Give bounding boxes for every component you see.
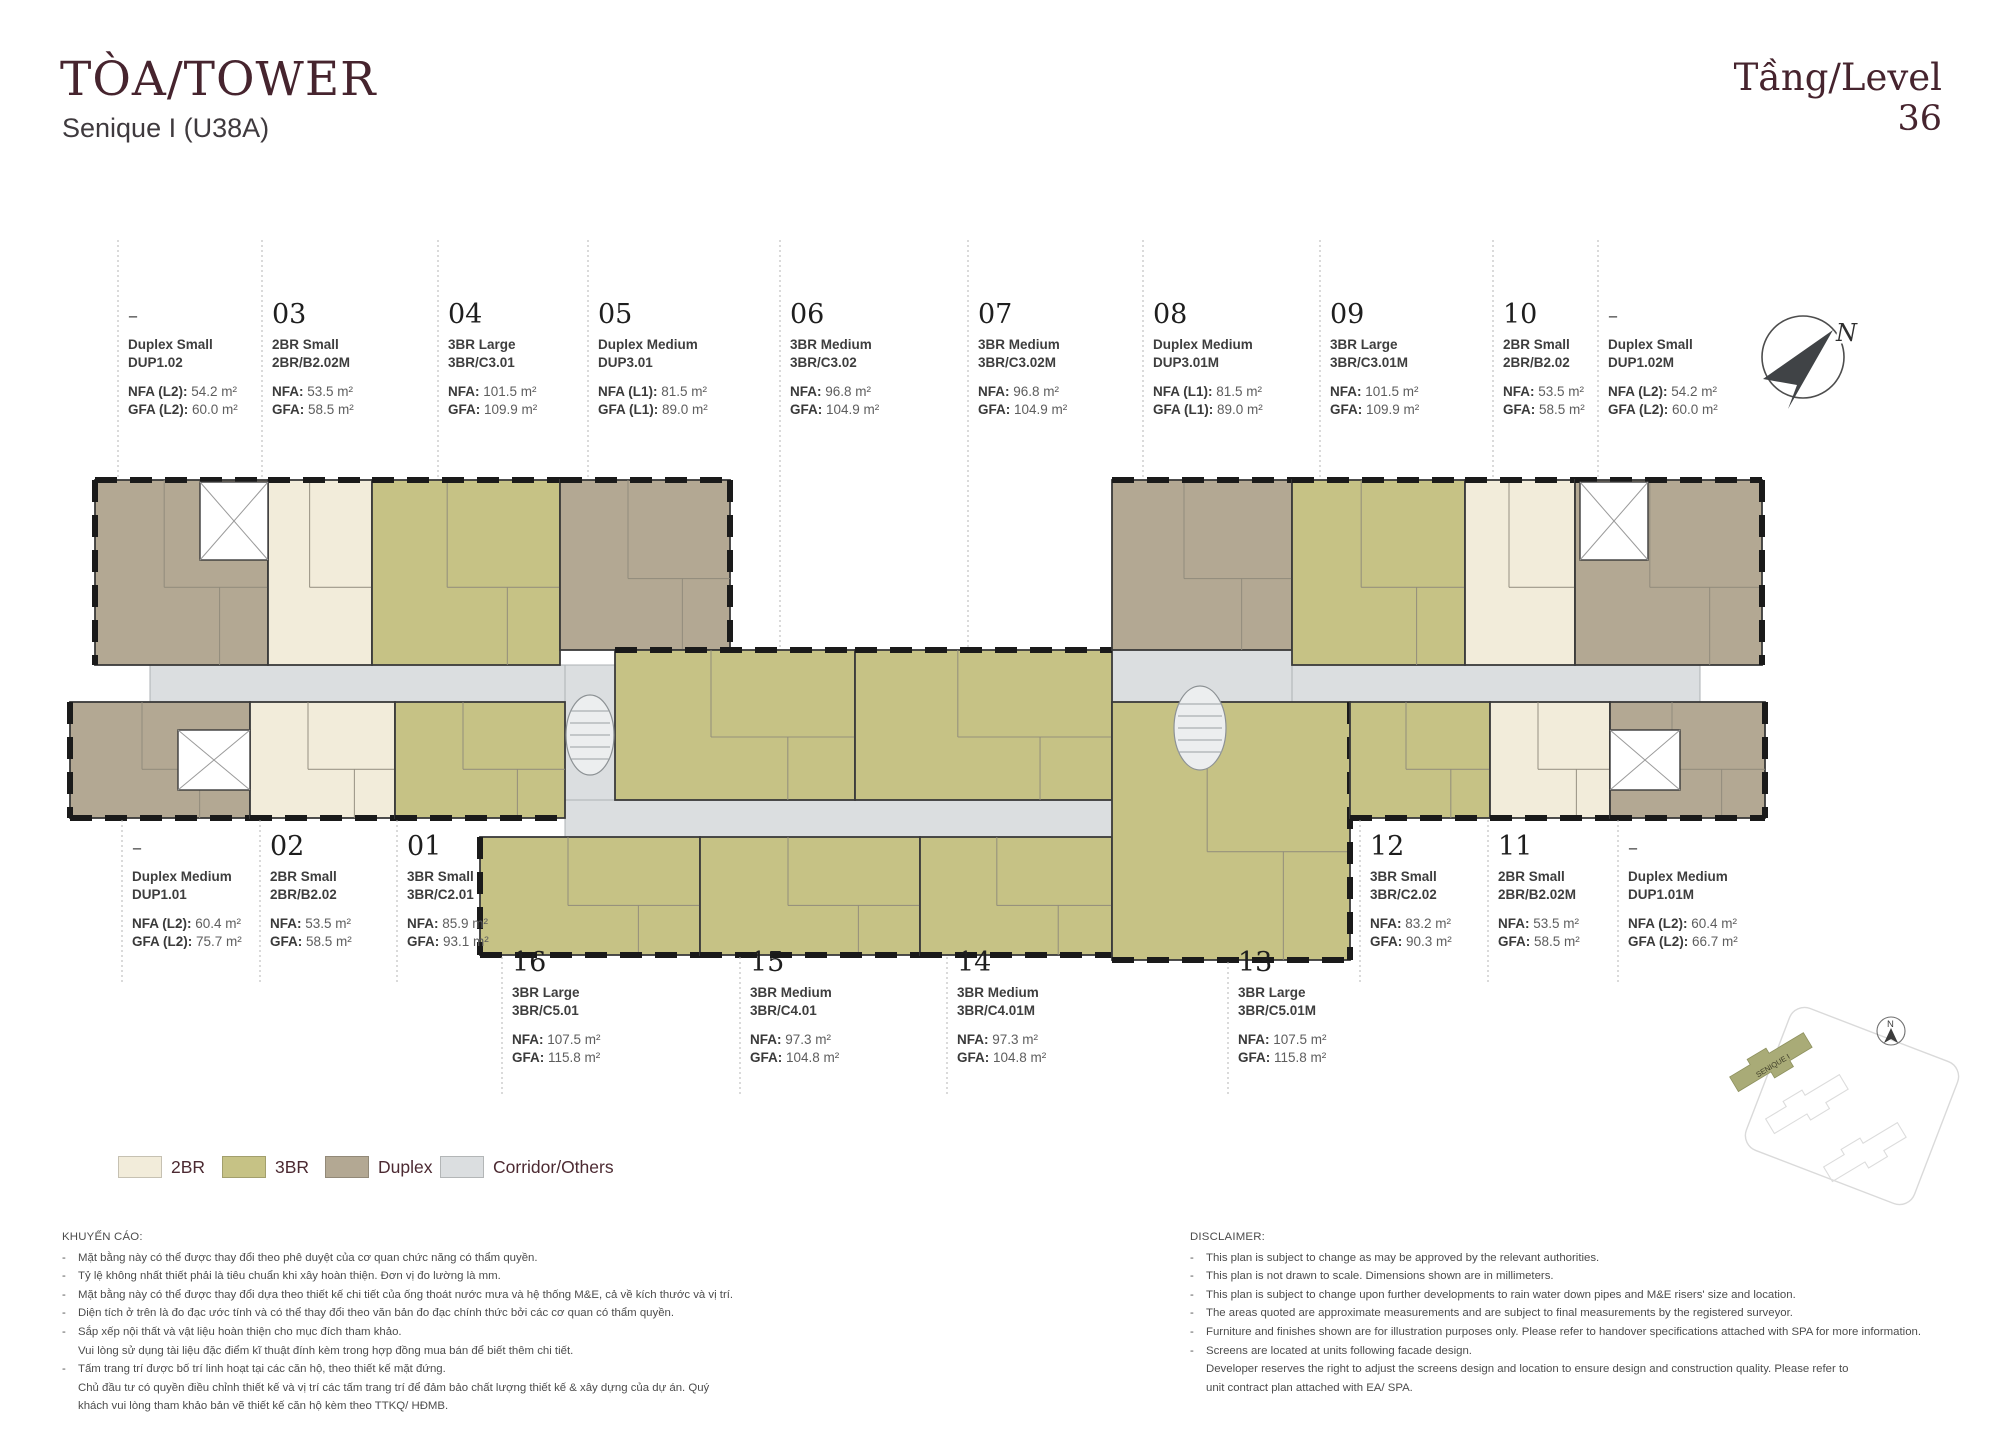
advisory-line: - Sắp xếp nội thất và vật liệu hoàn thiện cho mục đích tham khảo. xyxy=(62,1325,402,1338)
unit-nfa: NFA: 96.8 m² xyxy=(790,384,872,399)
advisory-line: - Tấm trang trí được bố trí linh hoạt tại các căn hộ, theo thiết kế mặt đứng. xyxy=(62,1363,446,1376)
page-title: TÒA/TOWER xyxy=(60,52,377,107)
unit-gfa: GFA: 115.8 m² xyxy=(512,1050,601,1065)
unit-type: Duplex Medium xyxy=(132,869,232,884)
unit-area-2BR/B2.02 xyxy=(1465,480,1575,665)
unit-nfa: NFA: 85.9 m² xyxy=(407,916,489,931)
disclaimer-en-heading: DISCLAIMER: xyxy=(1190,1231,1265,1243)
unit-label-top-6 xyxy=(1153,300,1263,419)
unit-label-top-7 xyxy=(1330,300,1419,419)
unit-nfa: NFA (L2): 60.4 m² xyxy=(1628,916,1738,931)
unit-gfa: GFA: 58.5 m² xyxy=(270,934,352,949)
unit-area-2BR/B2.02M xyxy=(1490,702,1610,818)
unit-area-3BR/C5.01M xyxy=(1112,702,1350,960)
unit-gfa: GFA: 109.9 m² xyxy=(1330,402,1420,417)
unit-gfa: GFA: 104.8 m² xyxy=(957,1050,1047,1065)
level-indicator xyxy=(1734,58,1942,139)
unit-gfa: GFA: 58.5 m² xyxy=(1498,934,1580,949)
unit-number: 10 xyxy=(1503,299,1538,330)
unit-area-3BR/C3.02M xyxy=(855,650,1112,800)
unit-code: DUP1.01M xyxy=(1628,887,1695,902)
unit-area-3BR/C3.01M xyxy=(1292,480,1465,665)
unit-type: 2BR Small xyxy=(1498,869,1565,884)
level-label: Tầng/Level xyxy=(1733,56,1942,99)
site-building-3 xyxy=(1821,1118,1910,1188)
unit-number: – xyxy=(1608,303,1618,327)
advisory-vi xyxy=(62,1228,733,1416)
unit-code: 2BR/B2.02M xyxy=(1498,887,1577,902)
unit-label-top-3 xyxy=(598,300,708,419)
unit-gfa: GFA: 109.9 m² xyxy=(448,402,538,417)
unit-gfa: GFA: 58.5 m² xyxy=(272,402,354,417)
unit-number: 15 xyxy=(750,947,785,978)
site-compass-north-icon xyxy=(1877,1017,1905,1045)
unit-label-bl-0 xyxy=(132,832,242,951)
unit-area-3BR/C2.01 xyxy=(395,702,565,818)
unit-code: DUP1.02M xyxy=(1608,355,1675,370)
unit-type: 2BR Small xyxy=(272,337,339,352)
unit-area-3BR/C4.01M xyxy=(920,837,1112,955)
compass-north-icon xyxy=(1762,316,1858,409)
unit-label-top-2 xyxy=(448,300,537,419)
unit-gfa: GFA (L1): 89.0 m² xyxy=(598,402,708,417)
unit-nfa: NFA (L2): 54.2 m² xyxy=(128,384,238,399)
unit-label-bc-3 xyxy=(1238,948,1327,1067)
unit-type: 3BR Large xyxy=(512,985,580,1000)
disclaimer-line: - This plan is subject to change as may be approved by the relevant authorities. xyxy=(1190,1251,1600,1264)
unit-number: 09 xyxy=(1330,299,1365,330)
site-key-plan xyxy=(1727,1003,1964,1209)
unit-code: 3BR/C3.01M xyxy=(1330,355,1409,370)
unit-label-top-0 xyxy=(128,300,238,419)
unit-label-bc-2 xyxy=(957,948,1046,1067)
disclaimer-line: - Furniture and finishes shown are for illustration purposes only. Please refer to handover specifications attached with SPA for more information. xyxy=(1190,1325,1922,1338)
unit-type: 3BR Large xyxy=(448,337,516,352)
unit-gfa: GFA (L2): 60.0 m² xyxy=(128,402,238,417)
unit-type: 3BR Medium xyxy=(790,337,872,352)
corridor-area xyxy=(1292,665,1700,702)
unit-number: 08 xyxy=(1153,299,1188,330)
unit-code: DUP1.02 xyxy=(128,355,183,370)
unit-number: – xyxy=(1628,835,1638,859)
unit-number: 03 xyxy=(272,299,307,330)
unit-label-br-0 xyxy=(1370,832,1452,951)
unit-area-2BR/B2.02M xyxy=(268,480,372,665)
unit-code: 3BR/C2.02 xyxy=(1370,887,1437,902)
unit-nfa: NFA: 97.3 m² xyxy=(957,1032,1039,1047)
unit-nfa: NFA: 53.5 m² xyxy=(1498,916,1580,931)
unit-number: 12 xyxy=(1370,831,1405,862)
unit-area-DUP3.01 xyxy=(560,480,730,650)
unit-type: Duplex Small xyxy=(128,337,213,352)
advisory-line: - Mặt bằng này có thể được thay đổi dựa theo thiết kế chi tiết của ống thoát nước mưa và hệ thống M&E, cả về kích thước và vị trí. xyxy=(62,1288,734,1301)
unit-label-bl-1 xyxy=(270,832,352,951)
legend-label: 2BR xyxy=(171,1156,206,1177)
unit-area-DUP3.01M xyxy=(1112,480,1292,650)
unit-number: 16 xyxy=(512,947,547,978)
unit-label-br-2 xyxy=(1628,832,1738,951)
unit-type: 2BR Small xyxy=(1503,337,1570,352)
unit-code: 3BR/C2.01 xyxy=(407,887,474,902)
unit-nfa: NFA: 101.5 m² xyxy=(1330,384,1419,399)
unit-gfa: GFA (L2): 60.0 m² xyxy=(1608,402,1718,417)
unit-number: 02 xyxy=(270,831,305,862)
disclaimer-en xyxy=(1190,1228,1921,1397)
unit-code: 3BR/C4.01 xyxy=(750,1003,817,1018)
legend-swatch-duplex xyxy=(325,1156,369,1178)
unit-nfa: NFA: 53.5 m² xyxy=(272,384,354,399)
unit-nfa: NFA (L1): 81.5 m² xyxy=(598,384,708,399)
compass-north-label: N xyxy=(1836,319,1857,347)
unit-code: DUP3.01 xyxy=(598,355,653,370)
unit-nfa: NFA: 96.8 m² xyxy=(978,384,1060,399)
unit-label-br-1 xyxy=(1498,832,1580,951)
legend-item-corridor xyxy=(440,1156,614,1178)
unit-type: Duplex Small xyxy=(1608,337,1693,352)
unit-number: – xyxy=(128,303,138,327)
unit-gfa: GFA: 104.9 m² xyxy=(790,402,880,417)
legend-label: Duplex xyxy=(378,1156,433,1177)
legend-label: Corridor/Others xyxy=(493,1156,614,1177)
unit-number: 13 xyxy=(1238,947,1273,978)
unit-code: 2BR/B2.02 xyxy=(1503,355,1570,370)
unit-gfa: GFA: 104.8 m² xyxy=(750,1050,840,1065)
unit-code: 3BR/C4.01M xyxy=(957,1003,1036,1018)
page-subtitle: Senique I (U38A) xyxy=(62,113,270,143)
unit-code: 3BR/C3.01 xyxy=(448,355,515,370)
unit-type: 3BR Medium xyxy=(957,985,1039,1000)
corridor-area xyxy=(150,665,615,702)
unit-gfa: GFA (L1): 89.0 m² xyxy=(1153,402,1263,417)
unit-code: 3BR/C3.02 xyxy=(790,355,857,370)
site-building-2 xyxy=(1763,1070,1852,1140)
legend-swatch-2br xyxy=(118,1156,162,1178)
unit-code: 3BR/C3.02M xyxy=(978,355,1057,370)
unit-nfa: NFA (L1): 81.5 m² xyxy=(1153,384,1263,399)
unit-code: 2BR/B2.02M xyxy=(272,355,351,370)
unit-number: 11 xyxy=(1498,831,1533,862)
disclaimer-line: - Screens are located at units following facade design. xyxy=(1190,1344,1472,1357)
level-number: 36 xyxy=(1897,98,1942,139)
unit-type: 3BR Small xyxy=(1370,869,1437,884)
unit-label-bl-2 xyxy=(407,832,489,951)
unit-gfa: GFA: 93.1 m² xyxy=(407,934,489,949)
unit-type: 3BR Small xyxy=(407,869,474,884)
unit-label-top-9 xyxy=(1608,300,1718,419)
unit-nfa: NFA: 107.5 m² xyxy=(1238,1032,1327,1047)
site-building-label: SENIQUE I xyxy=(1754,1051,1792,1080)
unit-nfa: NFA: 53.5 m² xyxy=(270,916,352,931)
unit-label-top-8 xyxy=(1503,300,1585,419)
legend-item-3br xyxy=(222,1156,309,1178)
unit-area-3BR/C4.01 xyxy=(700,837,920,955)
unit-gfa: GFA: 90.3 m² xyxy=(1370,934,1452,949)
unit-label-top-5 xyxy=(978,300,1067,419)
unit-number: 04 xyxy=(448,299,483,330)
unit-type: 3BR Medium xyxy=(750,985,832,1000)
disclaimer-line: - This plan is not drawn to scale. Dimensions shown are in millimeters. xyxy=(1190,1270,1554,1283)
unit-gfa: GFA (L2): 66.7 m² xyxy=(1628,934,1738,949)
unit-area-2BR/B2.02 xyxy=(250,702,395,818)
legend-swatch-3br xyxy=(222,1156,266,1178)
unit-code: 2BR/B2.02 xyxy=(270,887,337,902)
unit-nfa: NFA: 83.2 m² xyxy=(1370,916,1452,931)
unit-number: 06 xyxy=(790,299,825,330)
disclaimer-line: Developer reserves the right to adjust the screens design and location to ensure design and construction quality. Please refer to unit contract plan attached with EA/ SPA. xyxy=(1206,1363,1849,1394)
unit-type: Duplex Medium xyxy=(598,337,698,352)
unit-number: 01 xyxy=(407,831,442,862)
unit-type: Duplex Medium xyxy=(1153,337,1253,352)
unit-area-3BR/C3.01 xyxy=(372,480,560,665)
unit-code: DUP1.01 xyxy=(132,887,187,902)
unit-code: 3BR/C5.01 xyxy=(512,1003,579,1018)
unit-type: 3BR Large xyxy=(1330,337,1398,352)
unit-code: DUP3.01M xyxy=(1153,355,1220,370)
site-compass-north-label: N xyxy=(1887,1019,1894,1030)
legend-item-2br xyxy=(118,1156,205,1178)
unit-number: 14 xyxy=(957,947,992,978)
unit-type: 2BR Small xyxy=(270,869,337,884)
unit-number: 05 xyxy=(598,299,633,330)
unit-nfa: NFA: 97.3 m² xyxy=(750,1032,832,1047)
disclaimer-line: - This plan is subject to change upon further developments to rain water down pipes and M&E risers' size and location. xyxy=(1190,1288,1796,1301)
legend-item-duplex xyxy=(325,1156,432,1178)
advisory-line: - Diện tích ở trên là đo đạc ước tính và có thể thay đổi theo văn bản đo đạc chính thức bởi các cơ quan có thẩm quyền. xyxy=(62,1307,675,1320)
unit-area-3BR/C3.02 xyxy=(615,650,855,800)
advisory-line: - Mặt bằng này có thể được thay đổi theo phê duyệt của cơ quan chức năng có thẩm quyền. xyxy=(62,1251,538,1264)
unit-label-top-1 xyxy=(272,300,354,419)
unit-code: 3BR/C5.01M xyxy=(1238,1003,1317,1018)
unit-number: 07 xyxy=(978,299,1013,330)
unit-gfa: GFA (L2): 75.7 m² xyxy=(132,934,242,949)
disclaimer-line: - The areas quoted are approximate measurements and are subject to final measurements by the registered surveyor. xyxy=(1190,1307,1793,1320)
unit-type: 3BR Medium xyxy=(978,337,1060,352)
legend-label: 3BR xyxy=(275,1156,310,1177)
legend-swatch-corridor xyxy=(440,1156,484,1178)
unit-type: Duplex Medium xyxy=(1628,869,1728,884)
unit-area-3BR/C2.02 xyxy=(1350,702,1490,818)
unit-area-3BR/C5.01 xyxy=(480,837,700,955)
unit-label-bc-1 xyxy=(750,948,839,1067)
unit-nfa: NFA: 107.5 m² xyxy=(512,1032,601,1047)
site-boundary xyxy=(1741,1003,1964,1209)
unit-nfa: NFA: 101.5 m² xyxy=(448,384,537,399)
unit-nfa: NFA (L2): 54.2 m² xyxy=(1608,384,1718,399)
site-building-senique-1 xyxy=(1727,1028,1816,1098)
unit-gfa: GFA: 58.5 m² xyxy=(1503,402,1585,417)
advisory-line: Chủ đầu tư có quyền điều chỉnh thiết kế và vị trí các tấm trang trí để đảm bảo chất lượng thiết kế & xây dựng của dự án. Quý khách vui lòng tham khảo bản vẽ thiết kế căn hộ kèm theo TTKQ/ HĐMB. xyxy=(78,1381,710,1413)
advisory-line: - Tỷ lệ không nhất thiết phải là tiêu chuẩn khi xây hoàn thiện. Đơn vị đo lường là mm. xyxy=(62,1270,501,1283)
unit-label-top-4 xyxy=(790,300,879,419)
unit-gfa: GFA: 104.9 m² xyxy=(978,402,1068,417)
unit-type: 3BR Large xyxy=(1238,985,1306,1000)
unit-number: – xyxy=(132,835,142,859)
unit-nfa: NFA (L2): 60.4 m² xyxy=(132,916,242,931)
advisory-vi-heading: KHUYẾN CÁO: xyxy=(62,1231,143,1243)
unit-gfa: GFA: 115.8 m² xyxy=(1238,1050,1327,1065)
advisory-line: Vui lòng sử dụng tài liệu đặc điểm kĩ thuật đính kèm trong hợp đồng mua bán để biết thêm chi tiết. xyxy=(78,1344,574,1357)
unit-nfa: NFA: 53.5 m² xyxy=(1503,384,1585,399)
unit-label-bc-0 xyxy=(512,948,601,1067)
